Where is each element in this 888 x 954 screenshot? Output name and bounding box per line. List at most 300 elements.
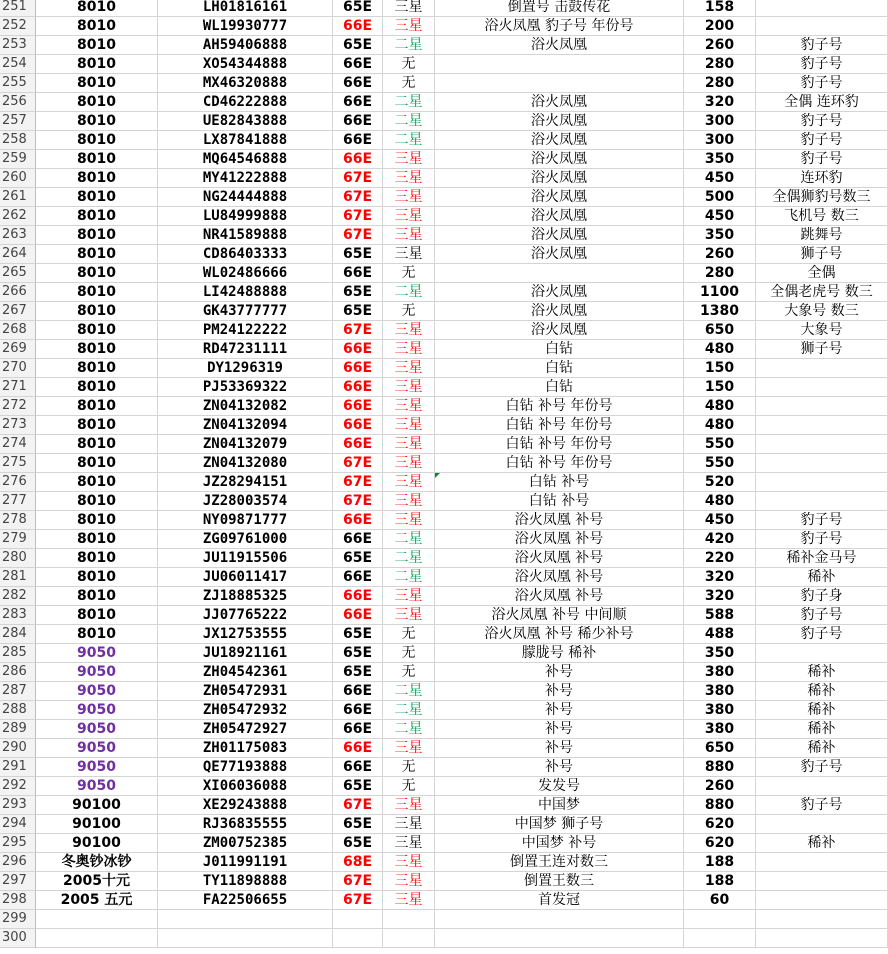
cell-price[interactable]: 620 (684, 834, 756, 853)
cell-description[interactable]: 中国梦 狮子号 (435, 815, 684, 834)
row-header[interactable]: 258 (0, 131, 36, 150)
cell-price[interactable]: 480 (684, 340, 756, 359)
cell-price[interactable]: 220 (684, 549, 756, 568)
cell-star-rating[interactable]: 三星 (383, 0, 435, 17)
cell-description[interactable]: 浴火凤凰 (435, 302, 684, 321)
cell-grade[interactable]: 66E (333, 701, 383, 720)
cell-grade[interactable]: 66E (333, 511, 383, 530)
row-header[interactable]: 283 (0, 606, 36, 625)
cell-star-rating[interactable] (383, 910, 435, 929)
cell-star-rating[interactable]: 二星 (383, 682, 435, 701)
row-header[interactable]: 285 (0, 644, 36, 663)
row-header[interactable]: 289 (0, 720, 36, 739)
cell-denomination[interactable]: 8010 (36, 17, 158, 36)
cell-grade[interactable]: 68E (333, 853, 383, 872)
cell-denomination[interactable]: 90100 (36, 796, 158, 815)
cell-grade[interactable]: 65E (333, 245, 383, 264)
cell-star-rating[interactable]: 三星 (383, 359, 435, 378)
cell-grade[interactable]: 66E (333, 340, 383, 359)
cell-grade[interactable]: 65E (333, 36, 383, 55)
cell-note[interactable]: 豹子号 (756, 36, 888, 55)
row-header[interactable]: 278 (0, 511, 36, 530)
cell-grade[interactable]: 66E (333, 568, 383, 587)
cell-note[interactable]: 稀补 (756, 701, 888, 720)
cell-denomination[interactable]: 90100 (36, 834, 158, 853)
cell-serial-number[interactable]: QE77193888 (158, 758, 333, 777)
cell-grade[interactable]: 67E (333, 207, 383, 226)
cell-grade[interactable]: 66E (333, 435, 383, 454)
cell-price[interactable]: 200 (684, 17, 756, 36)
row-header[interactable]: 295 (0, 834, 36, 853)
row-header[interactable]: 274 (0, 435, 36, 454)
cell-grade[interactable]: 66E (333, 720, 383, 739)
cell-note[interactable]: 豹子号 (756, 530, 888, 549)
row-header[interactable]: 264 (0, 245, 36, 264)
cell-serial-number[interactable]: JU18921161 (158, 644, 333, 663)
cell-serial-number[interactable]: JZ28003574 (158, 492, 333, 511)
cell-price[interactable]: 550 (684, 454, 756, 473)
cell-grade[interactable]: 67E (333, 188, 383, 207)
cell-price[interactable]: 280 (684, 264, 756, 283)
cell-note[interactable]: 豹子号 (756, 511, 888, 530)
cell-description[interactable]: 补号 (435, 758, 684, 777)
cell-grade[interactable]: 66E (333, 397, 383, 416)
row-header[interactable]: 266 (0, 283, 36, 302)
cell-star-rating[interactable]: 三星 (383, 891, 435, 910)
cell-grade[interactable]: 67E (333, 321, 383, 340)
cell-denomination[interactable]: 8010 (36, 625, 158, 644)
cell-description[interactable]: 浴火凤凰 补号 (435, 530, 684, 549)
cell-price[interactable]: 320 (684, 93, 756, 112)
cell-grade[interactable]: 66E (333, 112, 383, 131)
cell-description[interactable]: 补号 (435, 739, 684, 758)
cell-grade[interactable]: 65E (333, 834, 383, 853)
cell-grade[interactable]: 66E (333, 55, 383, 74)
row-header[interactable]: 252 (0, 17, 36, 36)
cell-serial-number[interactable] (158, 929, 333, 948)
cell-denomination[interactable] (36, 910, 158, 929)
cell-denomination[interactable]: 8010 (36, 587, 158, 606)
cell-description[interactable]: 中国梦 (435, 796, 684, 815)
cell-description[interactable]: 浴火凤凰 (435, 131, 684, 150)
cell-grade[interactable]: 66E (333, 606, 383, 625)
cell-star-rating[interactable]: 三星 (383, 473, 435, 492)
cell-grade[interactable]: 66E (333, 359, 383, 378)
cell-denomination[interactable]: 9050 (36, 663, 158, 682)
row-header[interactable]: 272 (0, 397, 36, 416)
cell-star-rating[interactable]: 三星 (383, 739, 435, 758)
cell-denomination[interactable]: 8010 (36, 55, 158, 74)
cell-serial-number[interactable]: J011991191 (158, 853, 333, 872)
row-header[interactable]: 256 (0, 93, 36, 112)
cell-note[interactable] (756, 359, 888, 378)
cell-denomination[interactable]: 8010 (36, 131, 158, 150)
cell-star-rating[interactable]: 三星 (383, 834, 435, 853)
cell-description[interactable]: 浴火凤凰 补号 (435, 549, 684, 568)
cell-grade[interactable]: 67E (333, 796, 383, 815)
cell-star-rating[interactable]: 二星 (383, 283, 435, 302)
row-header[interactable]: 259 (0, 150, 36, 169)
cell-denomination[interactable]: 8010 (36, 188, 158, 207)
cell-denomination[interactable]: 2005十元 (36, 872, 158, 891)
cell-denomination[interactable]: 8010 (36, 226, 158, 245)
cell-description[interactable]: 白钻 补号 年份号 (435, 416, 684, 435)
cell-description[interactable]: 浴火凤凰 (435, 207, 684, 226)
cell-grade[interactable]: 67E (333, 226, 383, 245)
cell-note[interactable]: 狮子号 (756, 340, 888, 359)
cell-denomination[interactable]: 8010 (36, 340, 158, 359)
cell-serial-number[interactable]: ZN04132082 (158, 397, 333, 416)
cell-serial-number[interactable]: PJ53369322 (158, 378, 333, 397)
cell-description[interactable]: 白钻 (435, 378, 684, 397)
cell-description[interactable]: 浴火凤凰 (435, 169, 684, 188)
cell-serial-number[interactable]: CD86403333 (158, 245, 333, 264)
cell-note[interactable]: 大象号 (756, 321, 888, 340)
cell-denomination[interactable]: 8010 (36, 416, 158, 435)
cell-star-rating[interactable]: 无 (383, 302, 435, 321)
row-header[interactable]: 261 (0, 188, 36, 207)
cell-star-rating[interactable]: 三星 (383, 378, 435, 397)
cell-denomination[interactable]: 8010 (36, 150, 158, 169)
cell-star-rating[interactable]: 三星 (383, 340, 435, 359)
cell-serial-number[interactable]: ZN04132079 (158, 435, 333, 454)
cell-grade[interactable]: 65E (333, 663, 383, 682)
cell-grade[interactable] (333, 929, 383, 948)
row-header[interactable]: 270 (0, 359, 36, 378)
cell-price[interactable]: 260 (684, 36, 756, 55)
cell-denomination[interactable]: 8010 (36, 606, 158, 625)
cell-grade[interactable] (333, 910, 383, 929)
cell-serial-number[interactable]: CD46222888 (158, 93, 333, 112)
cell-grade[interactable]: 65E (333, 777, 383, 796)
row-header[interactable]: 287 (0, 682, 36, 701)
cell-price[interactable]: 350 (684, 644, 756, 663)
cell-description[interactable]: 首发冠 (435, 891, 684, 910)
cell-serial-number[interactable]: ZH05472927 (158, 720, 333, 739)
cell-serial-number[interactable]: NG24444888 (158, 188, 333, 207)
cell-star-rating[interactable]: 无 (383, 625, 435, 644)
cell-grade[interactable]: 65E (333, 625, 383, 644)
cell-price[interactable]: 1380 (684, 302, 756, 321)
cell-serial-number[interactable]: JX12753555 (158, 625, 333, 644)
cell-description[interactable]: 白钻 补号 年份号 (435, 454, 684, 473)
cell-serial-number[interactable]: WL19930777 (158, 17, 333, 36)
cell-description[interactable]: 白钻 补号 年份号 (435, 397, 684, 416)
cell-description[interactable]: 白钻 (435, 359, 684, 378)
cell-note[interactable] (756, 872, 888, 891)
cell-grade[interactable]: 66E (333, 530, 383, 549)
cell-price[interactable]: 650 (684, 739, 756, 758)
cell-star-rating[interactable]: 无 (383, 663, 435, 682)
cell-description[interactable]: 倒置王数三 (435, 872, 684, 891)
row-header[interactable]: 257 (0, 112, 36, 131)
cell-serial-number[interactable]: TY11898888 (158, 872, 333, 891)
cell-price[interactable]: 150 (684, 378, 756, 397)
cell-star-rating[interactable]: 三星 (383, 17, 435, 36)
cell-grade[interactable]: 65E (333, 283, 383, 302)
row-header[interactable]: 260 (0, 169, 36, 188)
cell-star-rating[interactable]: 三星 (383, 587, 435, 606)
cell-note[interactable] (756, 929, 888, 948)
cell-note[interactable] (756, 416, 888, 435)
cell-star-rating[interactable]: 二星 (383, 93, 435, 112)
cell-price[interactable]: 300 (684, 131, 756, 150)
cell-description[interactable]: 浴火凤凰 补号 中间顺 (435, 606, 684, 625)
cell-description[interactable]: 浴火凤凰 (435, 36, 684, 55)
cell-grade[interactable]: 67E (333, 891, 383, 910)
cell-star-rating[interactable]: 二星 (383, 701, 435, 720)
cell-star-rating[interactable]: 三星 (383, 321, 435, 340)
cell-denomination[interactable]: 8010 (36, 283, 158, 302)
cell-serial-number[interactable]: ZG09761000 (158, 530, 333, 549)
cell-star-rating[interactable]: 三星 (383, 853, 435, 872)
cell-description[interactable]: 朦胧号 稀补 (435, 644, 684, 663)
cell-description[interactable]: 补号 (435, 682, 684, 701)
cell-note[interactable]: 全偶 连环豹 (756, 93, 888, 112)
cell-grade[interactable]: 66E (333, 150, 383, 169)
row-header[interactable]: 277 (0, 492, 36, 511)
row-header[interactable]: 255 (0, 74, 36, 93)
row-header[interactable]: 280 (0, 549, 36, 568)
cell-serial-number[interactable]: MY41222888 (158, 169, 333, 188)
row-header[interactable]: 265 (0, 264, 36, 283)
cell-note[interactable]: 稀补 (756, 739, 888, 758)
cell-denomination[interactable]: 2005 五元 (36, 891, 158, 910)
cell-serial-number[interactable]: GK43777777 (158, 302, 333, 321)
cell-note[interactable]: 狮子号 (756, 245, 888, 264)
cell-description[interactable]: 中国梦 补号 (435, 834, 684, 853)
cell-note[interactable] (756, 17, 888, 36)
cell-serial-number[interactable]: FA22506655 (158, 891, 333, 910)
cell-serial-number[interactable] (158, 910, 333, 929)
cell-serial-number[interactable]: WL02486666 (158, 264, 333, 283)
row-header[interactable]: 268 (0, 321, 36, 340)
cell-description[interactable]: 补号 (435, 663, 684, 682)
cell-grade[interactable]: 67E (333, 169, 383, 188)
cell-note[interactable]: 稀补 (756, 663, 888, 682)
cell-star-rating[interactable]: 三星 (383, 796, 435, 815)
row-header[interactable]: 281 (0, 568, 36, 587)
cell-serial-number[interactable]: ZH05472932 (158, 701, 333, 720)
cell-note[interactable]: 豹子号 (756, 625, 888, 644)
cell-note[interactable] (756, 910, 888, 929)
cell-grade[interactable]: 65E (333, 0, 383, 17)
cell-grade[interactable]: 66E (333, 416, 383, 435)
cell-grade[interactable]: 67E (333, 492, 383, 511)
cell-description[interactable]: 补号 (435, 720, 684, 739)
cell-star-rating[interactable]: 二星 (383, 568, 435, 587)
cell-description[interactable]: 白钻 补号 (435, 473, 684, 492)
cell-note[interactable] (756, 454, 888, 473)
cell-price[interactable]: 420 (684, 530, 756, 549)
cell-denomination[interactable]: 8010 (36, 36, 158, 55)
cell-serial-number[interactable]: ZM00752385 (158, 834, 333, 853)
cell-serial-number[interactable]: NR41589888 (158, 226, 333, 245)
cell-price[interactable]: 500 (684, 188, 756, 207)
cell-serial-number[interactable]: XE29243888 (158, 796, 333, 815)
cell-note[interactable]: 豹子号 (756, 606, 888, 625)
cell-serial-number[interactable]: DY1296319 (158, 359, 333, 378)
cell-denomination[interactable]: 8010 (36, 359, 158, 378)
cell-star-rating[interactable]: 三星 (383, 872, 435, 891)
cell-note[interactable] (756, 378, 888, 397)
cell-denomination[interactable]: 9050 (36, 758, 158, 777)
cell-description[interactable] (435, 910, 684, 929)
cell-description[interactable]: 白钻 补号 (435, 492, 684, 511)
cell-note[interactable]: 全偶 (756, 264, 888, 283)
cell-serial-number[interactable]: LX87841888 (158, 131, 333, 150)
cell-star-rating[interactable]: 二星 (383, 549, 435, 568)
row-header[interactable]: 297 (0, 872, 36, 891)
cell-grade[interactable]: 66E (333, 378, 383, 397)
row-header[interactable]: 262 (0, 207, 36, 226)
cell-star-rating[interactable]: 三星 (383, 815, 435, 834)
cell-denomination[interactable]: 8010 (36, 245, 158, 264)
cell-description[interactable] (435, 55, 684, 74)
cell-star-rating[interactable]: 二星 (383, 36, 435, 55)
cell-grade[interactable]: 66E (333, 587, 383, 606)
cell-price[interactable]: 880 (684, 758, 756, 777)
cell-serial-number[interactable]: JJ07765222 (158, 606, 333, 625)
cell-price[interactable]: 280 (684, 55, 756, 74)
cell-grade[interactable]: 66E (333, 93, 383, 112)
cell-denomination[interactable]: 8010 (36, 74, 158, 93)
cell-price[interactable]: 588 (684, 606, 756, 625)
cell-price[interactable]: 1100 (684, 283, 756, 302)
cell-price[interactable]: 188 (684, 853, 756, 872)
cell-price[interactable] (684, 929, 756, 948)
cell-grade[interactable]: 65E (333, 644, 383, 663)
cell-denomination[interactable]: 8010 (36, 549, 158, 568)
row-header[interactable]: 276 (0, 473, 36, 492)
cell-description[interactable]: 白钻 (435, 340, 684, 359)
cell-price[interactable]: 280 (684, 74, 756, 93)
cell-description[interactable]: 倒置王连对数三 (435, 853, 684, 872)
cell-grade[interactable]: 66E (333, 74, 383, 93)
cell-star-rating[interactable]: 无 (383, 55, 435, 74)
cell-denomination[interactable]: 8010 (36, 568, 158, 587)
cell-grade[interactable]: 65E (333, 815, 383, 834)
row-header[interactable]: 254 (0, 55, 36, 74)
cell-star-rating[interactable]: 三星 (383, 606, 435, 625)
cell-price[interactable]: 300 (684, 112, 756, 131)
cell-note[interactable]: 豹子号 (756, 150, 888, 169)
cell-serial-number[interactable]: RJ36835555 (158, 815, 333, 834)
cell-serial-number[interactable]: NY09871777 (158, 511, 333, 530)
cell-grade[interactable]: 67E (333, 454, 383, 473)
cell-denomination[interactable]: 9050 (36, 739, 158, 758)
cell-price[interactable] (684, 910, 756, 929)
cell-note[interactable] (756, 492, 888, 511)
cell-star-rating[interactable]: 三星 (383, 397, 435, 416)
cell-serial-number[interactable]: ZN04132080 (158, 454, 333, 473)
cell-description[interactable]: 浴火凤凰 补号 (435, 511, 684, 530)
cell-denomination[interactable]: 9050 (36, 720, 158, 739)
cell-grade[interactable]: 66E (333, 131, 383, 150)
cell-serial-number[interactable]: XO54344888 (158, 55, 333, 74)
cell-star-rating[interactable]: 二星 (383, 530, 435, 549)
row-header[interactable]: 253 (0, 36, 36, 55)
row-header[interactable]: 299 (0, 910, 36, 929)
cell-denomination[interactable]: 9050 (36, 682, 158, 701)
cell-grade[interactable]: 65E (333, 549, 383, 568)
cell-description[interactable] (435, 74, 684, 93)
cell-price[interactable]: 60 (684, 891, 756, 910)
cell-description[interactable]: 浴火凤凰 (435, 283, 684, 302)
cell-grade[interactable]: 66E (333, 17, 383, 36)
cell-serial-number[interactable]: LU84999888 (158, 207, 333, 226)
cell-serial-number[interactable]: ZJ18885325 (158, 587, 333, 606)
cell-denomination[interactable]: 8010 (36, 321, 158, 340)
cell-serial-number[interactable]: MQ64546888 (158, 150, 333, 169)
cell-denomination[interactable]: 8010 (36, 511, 158, 530)
cell-note[interactable] (756, 397, 888, 416)
cell-serial-number[interactable]: AH59406888 (158, 36, 333, 55)
cell-grade[interactable]: 66E (333, 739, 383, 758)
cell-star-rating[interactable]: 二星 (383, 131, 435, 150)
cell-price[interactable]: 320 (684, 587, 756, 606)
cell-price[interactable]: 480 (684, 416, 756, 435)
cell-price[interactable]: 350 (684, 150, 756, 169)
cell-description[interactable] (435, 264, 684, 283)
cell-grade[interactable]: 66E (333, 682, 383, 701)
cell-serial-number[interactable]: ZH04542361 (158, 663, 333, 682)
cell-note[interactable] (756, 815, 888, 834)
row-header[interactable]: 296 (0, 853, 36, 872)
row-header[interactable]: 286 (0, 663, 36, 682)
cell-serial-number[interactable]: RD47231111 (158, 340, 333, 359)
row-header[interactable]: 275 (0, 454, 36, 473)
cell-grade[interactable]: 66E (333, 758, 383, 777)
cell-denomination[interactable]: 9050 (36, 777, 158, 796)
row-header[interactable]: 263 (0, 226, 36, 245)
cell-price[interactable]: 550 (684, 435, 756, 454)
cell-note[interactable]: 稀补 (756, 682, 888, 701)
cell-grade[interactable]: 67E (333, 473, 383, 492)
cell-denomination[interactable]: 8010 (36, 397, 158, 416)
cell-price[interactable]: 480 (684, 492, 756, 511)
cell-note[interactable] (756, 644, 888, 663)
cell-serial-number[interactable]: ZN04132094 (158, 416, 333, 435)
cell-note[interactable]: 飞机号 数三 (756, 207, 888, 226)
cell-price[interactable]: 150 (684, 359, 756, 378)
row-header[interactable]: 293 (0, 796, 36, 815)
cell-star-rating[interactable]: 无 (383, 264, 435, 283)
cell-serial-number[interactable]: ZH05472931 (158, 682, 333, 701)
cell-price[interactable]: 188 (684, 872, 756, 891)
cell-price[interactable]: 260 (684, 245, 756, 264)
cell-description[interactable]: 补号 (435, 701, 684, 720)
cell-note[interactable] (756, 853, 888, 872)
cell-star-rating[interactable]: 三星 (383, 207, 435, 226)
cell-star-rating[interactable]: 三星 (383, 245, 435, 264)
cell-note[interactable]: 大象号 数三 (756, 302, 888, 321)
cell-price[interactable]: 380 (684, 663, 756, 682)
row-header[interactable]: 269 (0, 340, 36, 359)
cell-price[interactable]: 450 (684, 207, 756, 226)
cell-price[interactable]: 880 (684, 796, 756, 815)
cell-price[interactable]: 620 (684, 815, 756, 834)
cell-description[interactable]: 浴火凤凰 (435, 188, 684, 207)
cell-note[interactable]: 连环豹 (756, 169, 888, 188)
cell-serial-number[interactable]: MX46320888 (158, 74, 333, 93)
cell-star-rating[interactable]: 三星 (383, 492, 435, 511)
cell-note[interactable] (756, 473, 888, 492)
cell-price[interactable]: 488 (684, 625, 756, 644)
cell-star-rating[interactable]: 三星 (383, 416, 435, 435)
cell-description[interactable] (435, 929, 684, 948)
cell-note[interactable]: 豹子号 (756, 74, 888, 93)
